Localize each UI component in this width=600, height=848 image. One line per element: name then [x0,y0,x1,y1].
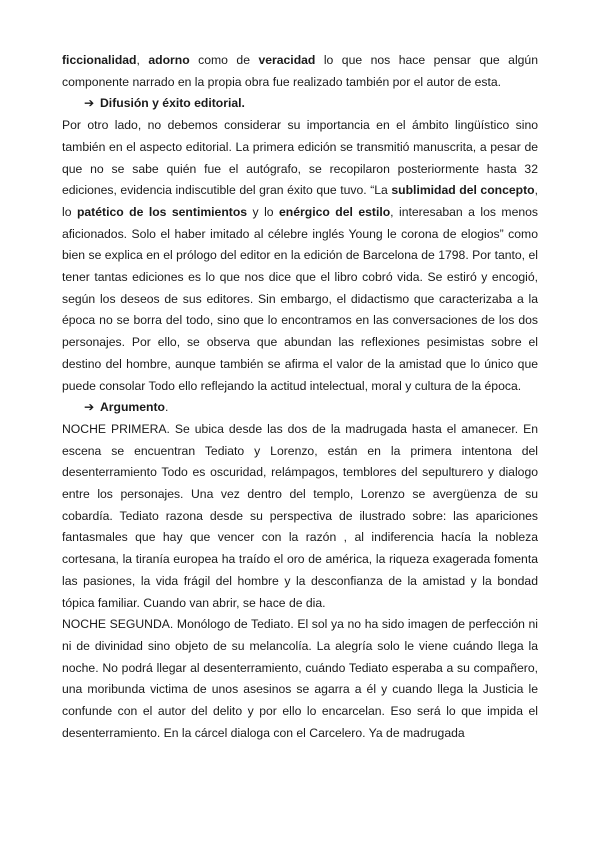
text-run: lo que nos hace pensar que algún componente narrado en la propia obra fue realizado también por el autor de esta. [62,53,538,89]
section-heading-argumento [62,397,538,419]
bold-term: ficcionalidad [62,53,137,67]
text-run: , interesaban a los menos aficionados. Solo el haber imitado al célebre inglés Young le corona de elogios” como bien se explica en el prólogo del editor en la edición de Barcelona de 1798. Por tanto, el tener tantas ediciones es lo que nos dice que el libro cobró vida. Se estiró y encogió, según los deseos de sus editores. Sin embargo, el didactismo que caracterizaba a la época no se borra del todo, sino que lo encontramos en las conversaciones de los dos personajes. Por ello, se observa que abundan las reflexiones pesimistas sobre el destino del hombre, aunque también se afirma el valor de la amistad que lo único que puede consolar Todo ello reflejando la actitud intelectual, moral y cultura de la época. [62,204,539,393]
heading-suffix: . [165,400,169,415]
arrow-right-icon: ➔ [84,400,95,415]
paragraph-difusion [62,115,538,397]
arrow-right-icon: ➔ [84,96,95,111]
text-run: , lo [62,183,538,219]
bold-term: sublimidad del concepto [391,183,535,198]
paragraph-noche-segunda: NOCHE SEGUNDA. Monólogo de Tediato. El sol ya no ha sido imagen de perfección ni ni de divinidad sino objeto de su melancolía. La alegría solo le viene cuándo llega la noche. No podrá llegar al desenterramiento, cuándo Tediato esperaba a su compañero, una moribunda victima de unos asesinos se agarra a él y cuando llega la Justicia le confunde con el autor del delito y por ello lo encarcelan. Eso será lo que impida el desenterramiento. En la cárcel dialoga con el Carcelero. Ya de madrugada [62,617,538,740]
bold-term: enérgico del estilo [279,204,391,219]
paragraph-noche-primera: NOCHE PRIMERA. Se ubica desde las dos de la madrugada hasta el amanecer. En escena se encuentran Tediato y Lorenzo, están en la primera intentona del desenterramiento Todo es oscuridad, relámpagos, temblores del sepulturero y dialogo entre los personajes. Una vez dentro del templo, Lorenzo se avergüenza de su cobardía. Tediato razona desde su perspectiva de ilustrado sobre: las apariciones fantasmales que hay que vencer con la razón , al indiferencia hacía la nobleza cortesana, la tiranía europea ha traído el oro de américa, la riqueza exagerada fomenta las pasiones, la vida frágil del hombre y la desconfianza de la amistad y la bondad tópica familiar. Cuando van abrir, se hace de dia. [62,421,538,610]
heading-label: Argumento [100,400,165,415]
bold-term: adorno [148,53,190,67]
paragraph-intro [62,50,538,93]
bold-term: patético de los sentimientos [76,204,248,219]
text-run: Por otro lado, no debemos considerar su importancia en el ámbito lingüístico sino también en el aspecto editorial. La primera edición se transmitió manuscrita, a pesar de que no se sabe quién fue el autógrafo, se recopilaron posteriormente hasta 32 ediciones, evidencia indiscutible del gran éxito que tuvo. “La [62,118,538,198]
heading-label: Difusión y éxito editorial. [100,96,245,111]
bold-term: veracidad [258,53,316,67]
text-run: y lo [247,204,280,219]
section-heading-difusion [62,93,538,115]
text-run: como de [189,53,259,67]
text-run: , [136,53,149,67]
